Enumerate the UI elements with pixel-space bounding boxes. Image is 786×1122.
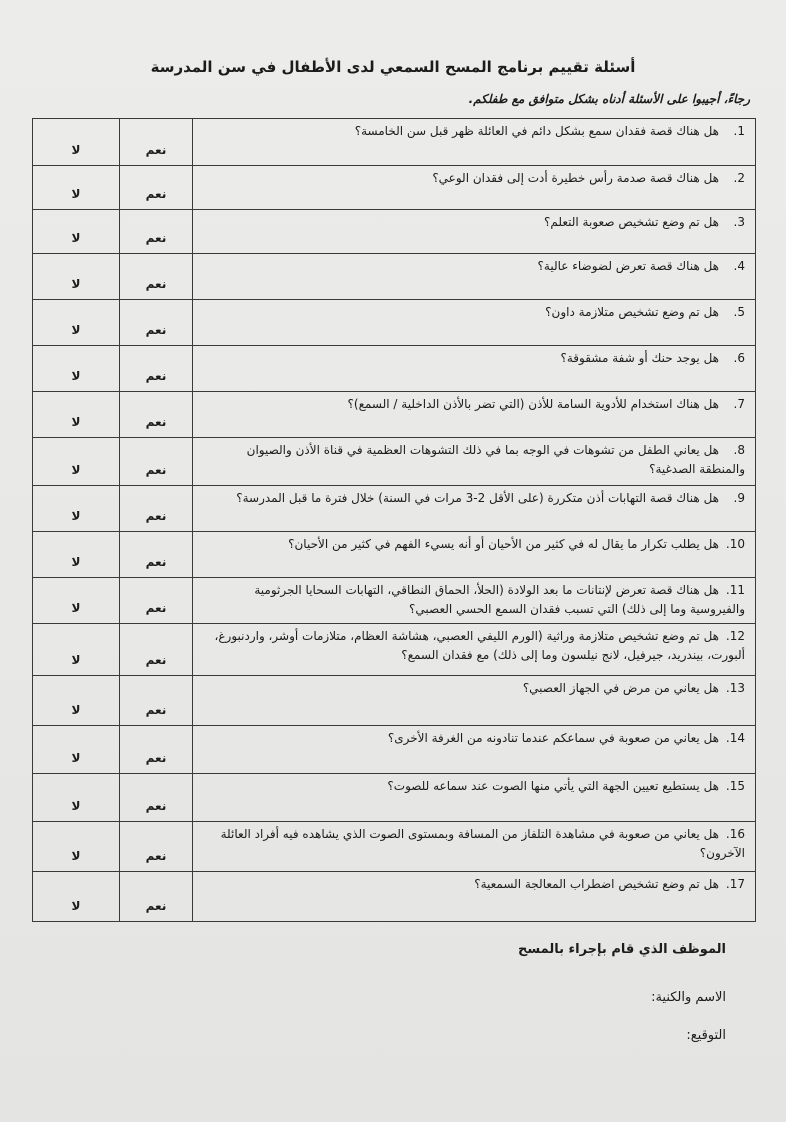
question-text: هل يعاني من صعوبة في مشاهدة التلفاز من المسافة وبمستوى الصوت الذي يشاهده فيه أفراد العائلة الآخرون؟ [220,827,745,860]
yes-option[interactable]: نعم [120,300,193,346]
no-option[interactable]: لا [33,346,120,392]
question-row [33,822,756,872]
no-option[interactable]: لا [33,300,120,346]
question-row [33,392,756,438]
question-text: هل يعاني من صعوبة في سماعكم عندما تنادونه من الغرفة الأخرى؟ [387,731,719,745]
yes-option[interactable]: نعم [120,624,193,676]
question-number: 17. [725,877,745,891]
question-number: 3. [733,215,745,229]
question-row [33,300,756,346]
form-instruction: رجاءً، أجيبوا على الأسئلة أدناه بشكل متوافق مع طفلكم. [468,92,750,106]
question-number: 6. [733,351,745,365]
question-number: 11. [725,583,745,597]
question-text: هل تم وضع تشخيص اضطراب المعالجة السمعية؟ [474,877,719,891]
question-number: 13. [725,681,745,695]
question-number: 9. [733,491,745,505]
yes-option[interactable]: نعم [120,210,193,254]
question-row [33,532,756,578]
yes-option[interactable]: نعم [120,254,193,300]
no-option[interactable]: لا [33,676,120,726]
question-cell [193,300,756,346]
question-number: 10. [725,537,745,551]
no-option[interactable]: لا [33,392,120,438]
question-number: 16. [725,827,745,841]
no-option[interactable]: لا [33,822,120,872]
question-cell [193,486,756,532]
yes-option[interactable]: نعم [120,346,193,392]
question-number: 1. [733,124,745,138]
question-row [33,119,756,166]
question-text: هل هناك قصة تعرض لضوضاء عالية؟ [537,259,719,273]
question-text: هل هناك قصة تعرض لإنتانات ما بعد الولادة (الحلأ، الحماق النطاقي، التهابات السحايا الجرثومية والفيروسية وما إلى ذلك) التي تسبب فقدان السمع الحسي العصبي؟ [254,583,745,616]
question-text: هل يستطيع تعيين الجهة التي يأتي منها الصوت عند سماعه للصوت؟ [387,779,719,793]
yes-option[interactable]: نعم [120,774,193,822]
question-cell [193,119,756,166]
question-text: هل يعاني الطفل من تشوهات في الوجه بما في ذلك التشوهات العظمية في قناة الأذن والصيوان والمنطقة الصدغية؟ [246,443,745,476]
no-option[interactable]: لا [33,624,120,676]
yes-option[interactable]: نعم [120,726,193,774]
question-row [33,774,756,822]
question-row [33,872,756,922]
signature-field-label: التوقيع: [686,1028,726,1043]
question-row [33,726,756,774]
yes-option[interactable]: نعم [120,676,193,726]
question-number: 7. [733,397,745,411]
no-option[interactable]: لا [33,166,120,210]
question-row [33,346,756,392]
question-number: 12. [725,629,745,643]
question-cell [193,346,756,392]
yes-option[interactable]: نعم [120,532,193,578]
question-cell [193,166,756,210]
question-row [33,438,756,486]
yes-option[interactable]: نعم [120,392,193,438]
question-row [33,254,756,300]
question-text: هل هناك قصة التهابات أذن متكررة (على الأقل 2-3 مرات في السنة) خلال فترة ما قبل المدرسة؟ [236,491,719,505]
question-text: هل هناك قصة فقدان سمع بشكل دائم في العائلة ظهر قبل سن الخامسة؟ [354,124,719,138]
no-option[interactable]: لا [33,578,120,624]
question-text: هل يعاني من مرض في الجهاز العصبي؟ [522,681,719,695]
no-option[interactable]: لا [33,726,120,774]
question-row [33,624,756,676]
yes-option[interactable]: نعم [120,822,193,872]
name-field-label: الاسم والكنية: [651,990,726,1005]
no-option[interactable]: لا [33,210,120,254]
question-text: هل هناك استخدام للأدوية السامة للأذن (التي تضر بالأذن الداخلية / السمع)؟ [347,397,719,411]
question-number: 2. [733,171,745,185]
yes-option[interactable]: نعم [120,166,193,210]
question-row [33,578,756,624]
question-number: 5. [733,305,745,319]
question-cell [193,774,756,822]
question-cell [193,822,756,872]
yes-option[interactable]: نعم [120,119,193,166]
questions-table [32,118,756,922]
question-text: هل يوجد حنك أو شفة مشقوقة؟ [560,351,719,365]
question-cell [193,726,756,774]
question-number: 15. [725,779,745,793]
yes-option[interactable]: نعم [120,438,193,486]
question-row [33,676,756,726]
question-cell [193,624,756,676]
question-row [33,210,756,254]
question-cell [193,210,756,254]
question-text: هل تم وضع تشخيص صعوبة التعلم؟ [544,215,719,229]
question-text: هل تم وضع تشخيص متلازمة وراثية (الورم الليفي العصبي، هشاشة العظام، متلازمات أوشر، واردنبورغ، ألبورت، بيندريد، جيرفيل، لانج نيلسون وما إلى ذلك) مع فقدان السمع؟ [214,629,745,662]
no-option[interactable]: لا [33,532,120,578]
no-option[interactable]: لا [33,438,120,486]
no-option[interactable]: لا [33,486,120,532]
question-row [33,166,756,210]
question-cell [193,254,756,300]
yes-option[interactable]: نعم [120,578,193,624]
staff-label: الموظف الذي قام بإجراء بالمسح [518,942,726,957]
question-number: 4. [733,259,745,273]
no-option[interactable]: لا [33,119,120,166]
question-text: هل هناك قصة صدمة رأس خطيرة أدت إلى فقدان الوعي؟ [432,171,719,185]
question-row [33,486,756,532]
question-cell [193,438,756,486]
question-number: 8. [733,443,745,457]
question-text: هل تم وضع تشخيص متلازمة داون؟ [545,305,719,319]
question-cell [193,872,756,922]
question-cell [193,578,756,624]
form-title: أسئلة تقييم برنامج المسح السمعي لدى الأطفال في سن المدرسة [150,58,636,76]
yes-option[interactable]: نعم [120,872,193,922]
question-cell [193,676,756,726]
question-cell [193,392,756,438]
no-option[interactable]: لا [33,254,120,300]
question-cell [193,532,756,578]
question-number: 14. [725,731,745,745]
no-option[interactable]: لا [33,872,120,922]
no-option[interactable]: لا [33,774,120,822]
question-text: هل يطلب تكرار ما يقال له في كثير من الأحيان أو أنه يسيء الفهم في كثير من الأحيان؟ [288,537,719,551]
yes-option[interactable]: نعم [120,486,193,532]
